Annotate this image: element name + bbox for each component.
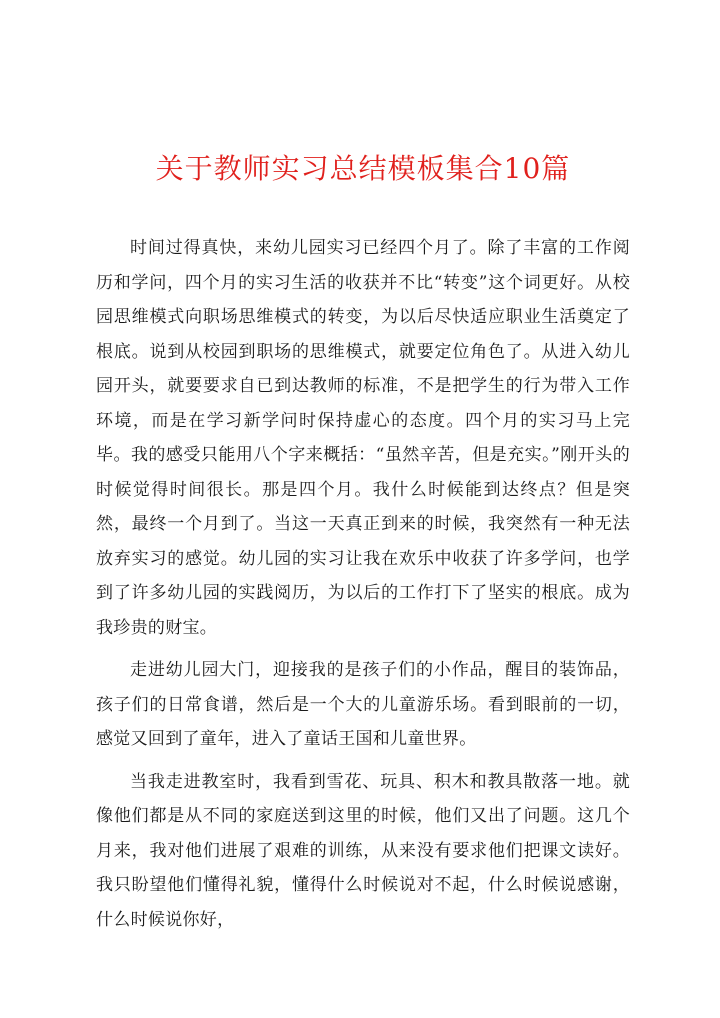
paragraph-3: 当我走进教室时，我看到雪花、玩具、积木和教具散落一地。就像他们都是从不同的家庭送到这里的时候，他们又出了问题。这几个月来，我对他们进展了艰难的训练，从来没有要求他们把课文读好。我只盼望他们懂得礼貌，懂得什么时候说对不起，什么时候说感谢，什么时候说你好， xyxy=(96,771,630,930)
document-title: 关于教师实习总结模板集合10篇 xyxy=(155,152,571,185)
paragraph-1: 时间过得真快，来幼儿园实习已经四个月了。除了丰富的工作阅历和学问，四个月的实习生活的收获并不比“转变”这个词更好。从校园思维模式向职场思维模式的转变，为以后尽快适应职业生活奠定了根底。说到从校园到职场的思维模式，就要定位角色了。从进入幼儿园开头，就要要求自已到达教师的标准，不是把学生的行为带入工作环境，而是在学习新学问时保持虚心的态度。四个月的实习马上完毕。我的感受只能用八个字来概括：“虽然辛苦，但是充实。”刚开头的时候觉得时间很长。那是四个月。我什么时候能到达终点？但是突然，最终一个月到了。当这一天真正到来的时候，我突然有一种无法放弃实习的感觉。幼儿园的实习让我在欢乐中收获了许多学问，也学到了许多幼儿园的实践阅历，为以后的工作打下了坚实的根底。成为我珍贵的财宝。 xyxy=(96,238,630,638)
paragraph-2: 走进幼儿园大门，迎接我的是孩子们的小作品，醒目的装饰品，孩子们的日常食谱，然后是一个大的儿童游乐场。看到眼前的一切，感觉又回到了童年，进入了童话王国和儿童世界。 xyxy=(96,660,630,749)
